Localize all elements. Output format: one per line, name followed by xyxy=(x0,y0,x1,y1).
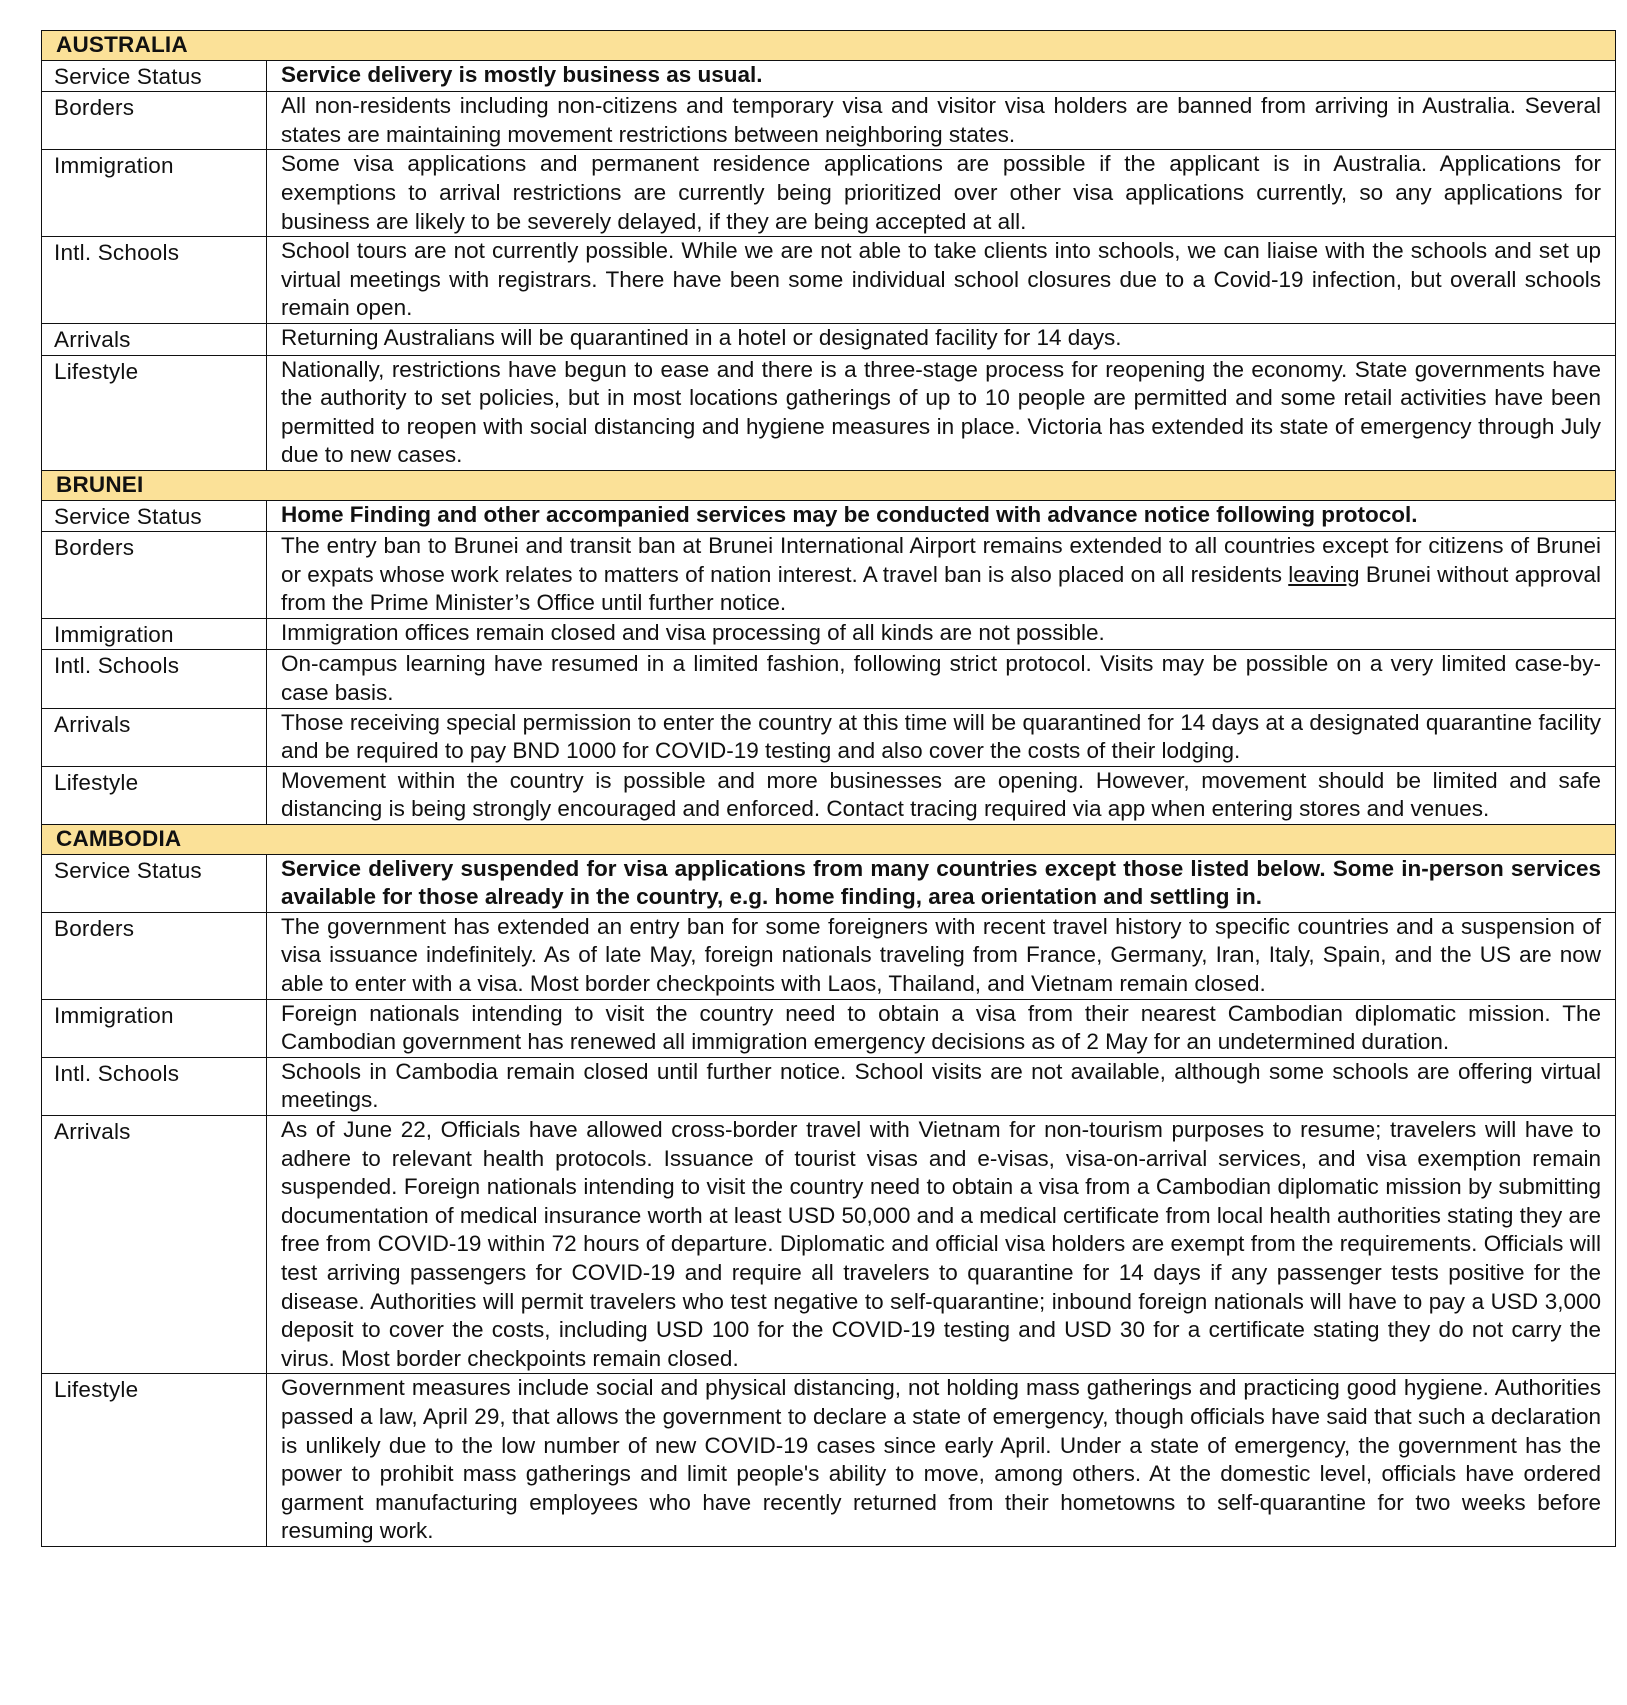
row-text: Some visa applications and permanent residence applications are possible if the applicant is in Australia. Applications for exemptions to arrival restrictions are currently being prioritized over other visa applications currently, so any applications for business are likely to be severely delayed, if they are being accepted at all. xyxy=(267,150,1616,237)
table-row xyxy=(42,854,1616,912)
service-status-text: Service delivery is mostly business as usual. xyxy=(267,60,1616,92)
table-row xyxy=(42,1374,1616,1547)
table-row xyxy=(42,708,1616,766)
row-label: Arrivals xyxy=(42,323,267,355)
table-row xyxy=(42,1057,1616,1115)
row-text: All non-residents including non-citizens and temporary visa and visitor visa holders are banned from arriving in Australia. Several states are maintaining movement restrictions between neighboring states. xyxy=(267,92,1616,150)
table-row xyxy=(42,618,1616,650)
table-row xyxy=(42,650,1616,708)
row-label: Borders xyxy=(42,532,267,619)
row-text: Those receiving special permission to enter the country at this time will be quarantined for 14 days at a designated quarantine facility and be required to pay BND 1000 for COVID-19 testing and also cover the costs of their lodging. xyxy=(267,708,1616,766)
row-text: Movement within the country is possible and more businesses are opening. However, movement should be limited and safe distancing is being strongly encouraged and enforced. Contact tracing required via app when entering stores and venues. xyxy=(267,766,1616,824)
row-label: Intl. Schools xyxy=(42,1057,267,1115)
row-label: Service Status xyxy=(42,854,267,912)
row-label: Lifestyle xyxy=(42,766,267,824)
row-text xyxy=(267,532,1616,619)
row-text: As of June 22, Officials have allowed cross-border travel with Vietnam for non-tourism purposes to resume; travelers will have to adhere to relevant health protocols. Issuance of tourist visas and e-visas, visa-on-arrival services, and visa exemption remain suspended. Foreign nationals intending to visit the country need to obtain a visa from a Cambodian diplomatic mission by submitting documentation of medical insurance worth at least USD 50,000 and a medical certificate from local health authorities stating they are free from COVID-19 within 72 hours of departure. Diplomatic and official visa holders are exempt from the requirements. Officials will test arriving passengers for COVID-19 and require all travelers to quarantine for 14 days if any passenger tests positive for the disease. Authorities will permit travelers who test negative to self-quarantine; inbound foreign nationals will have to pay a USD 3,000 deposit to cover the costs, including USD 100 for the COVID-19 testing and USD 30 for a certificate stating they do not carry the virus. Most border checkpoints remain closed. xyxy=(267,1115,1616,1373)
row-text: The government has extended an entry ban for some foreigners with recent travel history to specific countries and a suspension of visa issuance indefinitely. As of late May, foreign nationals traveling from France, Germany, Iran, Italy, Spain, and the US are now able to enter with a visa. Most border checkpoints with Laos, Thailand, and Vietnam remain closed. xyxy=(267,912,1616,999)
table-row xyxy=(42,532,1616,619)
service-status-text: Service delivery suspended for visa applications from many countries except those listed below. Some in-person services available for those already in the country, e.g. home finding, area orientation and settling in. xyxy=(267,854,1616,912)
table-row xyxy=(42,766,1616,824)
country-header-row xyxy=(42,31,1616,61)
table-row xyxy=(42,323,1616,355)
underlined-text: leaving xyxy=(1288,561,1360,587)
text-segment: Brunei without approval from the Prime Minister’s Office until further notice. xyxy=(281,561,1602,616)
table-row xyxy=(42,92,1616,150)
country-name: CAMBODIA xyxy=(42,825,1616,855)
row-text: Immigration offices remain closed and visa processing of all kinds are not possible. xyxy=(267,618,1616,650)
row-label: Arrivals xyxy=(42,1115,267,1373)
row-text: Returning Australians will be quarantined in a hotel or designated facility for 14 days. xyxy=(267,323,1616,355)
table-row xyxy=(42,60,1616,92)
text-segment: The entry ban to Brunei and transit ban at Brunei International Airport remains extended to all countries except for citizens of Brunei or expats whose work relates to matters of nation interest. A travel ban is also placed on all residents xyxy=(281,533,1602,587)
table-row xyxy=(42,150,1616,237)
row-label: Intl. Schools xyxy=(42,237,267,324)
row-text: Nationally, restrictions have begun to ease and there is a three-stage process for reopening the economy. State governments have the authority to set policies, but in most locations gatherings of up to 10 people are permitted and some retail activities have been permitted to reopen with social distancing and hygiene measures in place. Victoria has extended its state of emergency through July due to new cases. xyxy=(267,355,1616,470)
country-header-row xyxy=(42,825,1616,855)
country-header-row xyxy=(42,470,1616,500)
row-label: Lifestyle xyxy=(42,355,267,470)
row-label: Immigration xyxy=(42,150,267,237)
service-status-text: Home Finding and other accompanied services may be conducted with advance notice following protocol. xyxy=(267,500,1616,532)
row-label: Service Status xyxy=(42,500,267,532)
table-row xyxy=(42,1115,1616,1373)
row-label: Service Status xyxy=(42,60,267,92)
country-name: BRUNEI xyxy=(42,470,1616,500)
row-text: School tours are not currently possible. While we are not able to take clients into schools, we can liaise with the schools and set up virtual meetings with registrars. There have been some individual school closures due to a Covid-19 infection, but overall schools remain open. xyxy=(267,237,1616,324)
row-label: Immigration xyxy=(42,999,267,1057)
row-label: Borders xyxy=(42,92,267,150)
row-text: Schools in Cambodia remain closed until further notice. School visits are not available, although some schools are offering virtual meetings. xyxy=(267,1057,1616,1115)
table-row xyxy=(42,999,1616,1057)
row-label: Intl. Schools xyxy=(42,650,267,708)
row-label: Immigration xyxy=(42,618,267,650)
table-row xyxy=(42,355,1616,470)
row-text: On-campus learning have resumed in a limited fashion, following strict protocol. Visits may be possible on a very limited case-by-case basis. xyxy=(267,650,1616,708)
row-text: Government measures include social and physical distancing, not holding mass gatherings and practicing good hygiene. Authorities passed a law, April 29, that allows the government to declare a state of emergency, though officials have said that such a declaration is unlikely due to the low number of new COVID-19 cases since early April. Under a state of emergency, the government has the power to prohibit mass gatherings and limit people's ability to move, among others. At the domestic level, officials have ordered garment manufacturing employees who have recently returned from their hometowns to self-quarantine for two weeks before resuming work. xyxy=(267,1374,1616,1547)
table-row xyxy=(42,500,1616,532)
row-label: Borders xyxy=(42,912,267,999)
table-row xyxy=(42,912,1616,999)
country-status-table xyxy=(41,30,1616,1547)
row-text: Foreign nationals intending to visit the country need to obtain a visa from their nearest Cambodian diplomatic mission. The Cambodian government has renewed all immigration emergency decisions as of 2 May for an undetermined duration. xyxy=(267,999,1616,1057)
row-label: Lifestyle xyxy=(42,1374,267,1547)
table-row xyxy=(42,237,1616,324)
country-name: AUSTRALIA xyxy=(42,31,1616,61)
row-label: Arrivals xyxy=(42,708,267,766)
